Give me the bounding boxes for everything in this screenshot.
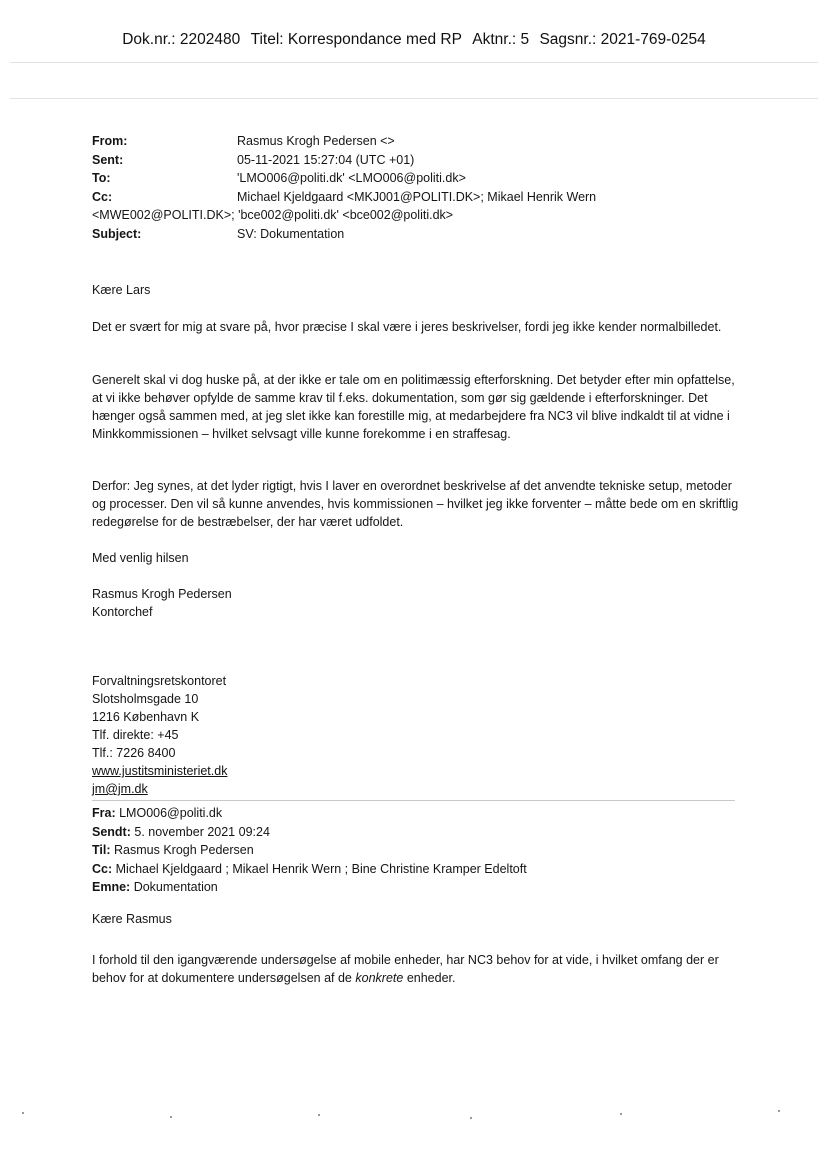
signature-phone-direct: Tlf. direkte: +45	[92, 728, 179, 742]
forwarded-from-row	[92, 804, 742, 823]
signature-office: Forvaltningsretskontoret	[92, 674, 227, 688]
cc-row-continued	[92, 206, 772, 225]
original-paragraph-1-start: I forhold til den igangværende undersøgelse af mobile enheder, har NC3 behov for at vide, i hvilket omfang der er behov for at dokumentere undersøgelsen af de	[92, 953, 719, 985]
scan-artifact-line	[10, 98, 818, 99]
to-label: To:	[92, 171, 111, 185]
signature-city: 1216 København K	[92, 710, 200, 724]
case-number: Sagsnr.: 2021-769-0254	[539, 31, 706, 48]
forwarded-sent-value: 5. november 2021 09:24	[134, 824, 270, 839]
cc-value-line1: Michael Kjeldgaard <MKJ001@POLITI.DK>; Mikael Henrik Wern	[237, 189, 597, 204]
reply-paragraph-1: Det er svært for mig at svare på, hvor præcise I skal være i jeres beskrivelser, fordi jeg ikke kender normalbilledet.	[92, 320, 722, 334]
act-number: Aktnr.: 5	[472, 31, 530, 48]
forwarded-cc-value: Michael Kjeldgaard ; Mikael Henrik Wern ; Bine Christine Kramper Edeltoft	[115, 861, 527, 876]
document-title: Titel: Korrespondance med RP	[250, 31, 462, 48]
signature-email-link[interactable]: jm@jm.dk	[92, 782, 148, 796]
email-header	[92, 132, 772, 243]
scan-artifact-line	[10, 62, 818, 63]
forward-divider	[92, 800, 735, 801]
document-number: Dok.nr.: 2202480	[122, 31, 241, 48]
sent-value: 05-11-2021 15:27:04 (UTC +01)	[237, 152, 415, 167]
forwarded-to-label: Til:	[92, 843, 111, 857]
forwarded-cc-row	[92, 860, 742, 879]
sent-label: Sent:	[92, 152, 124, 167]
forwarded-from-value: LMO006@politi.dk	[119, 806, 223, 820]
forwarded-sent-label: Sendt:	[92, 824, 131, 839]
sent-row	[92, 151, 772, 170]
scan-speck	[778, 1110, 780, 1112]
scan-speck	[470, 1117, 472, 1119]
cc-label: Cc:	[92, 189, 113, 204]
forwarded-subject-value: Dokumentation	[133, 880, 218, 894]
signature-phone: Tlf.: 7226 8400	[92, 746, 176, 760]
forwarded-to-value: Rasmus Krogh Pedersen	[114, 843, 254, 857]
to-value: 'LMO006@politi.dk' <LMO006@politi.dk>	[237, 171, 466, 185]
scan-speck	[318, 1114, 320, 1116]
original-paragraph-1-emphasis: konkrete	[355, 971, 404, 985]
signature-title: Kontorchef	[92, 605, 153, 619]
scan-speck	[22, 1112, 24, 1114]
scan-speck	[170, 1116, 172, 1118]
reply-paragraph-2: Generelt skal vi dog huske på, at der ikke er tale om en politimæssig efterforskning. Det betyder efter min opfattelse, at vi ikke behøver opfylde de samme krav til f.eks. dokumentation, som gør sig gældende i efterforskninger. Det hænger også sammen med, at jeg slet ikke kan forestille mig, at medarbejdere fra NC3 vil blive indkaldt til at vidne i Minkkommissionen – hvilket selvsagt ville kunne forekomme i en straffesag.	[92, 373, 735, 441]
subject-row	[92, 225, 772, 244]
reply-closing: Med venlig hilsen	[92, 551, 189, 565]
signature-address-block	[92, 672, 227, 798]
signature-street: Slotsholmsgade 10	[92, 692, 199, 706]
signature-name-block	[92, 585, 232, 621]
forwarded-from-label: Fra:	[92, 806, 116, 820]
from-label: From:	[92, 134, 128, 148]
reply-greeting: Kære Lars	[92, 283, 151, 297]
cc-row	[92, 188, 772, 207]
signature-website-link[interactable]: www.justitsministeriet.dk	[92, 764, 228, 778]
subject-value: SV: Dokumentation	[237, 226, 345, 241]
forwarded-subject-label: Emne:	[92, 880, 131, 894]
original-paragraph-1-end: enheder.	[406, 971, 456, 985]
original-paragraph-1	[92, 951, 742, 987]
cc-value-line2: <MWE002@POLITI.DK>; 'bce002@politi.dk' <bce002@politi.dk>	[92, 208, 454, 222]
original-greeting: Kære Rasmus	[92, 912, 172, 926]
reply-paragraph-3: Derfor: Jeg synes, at det lyder rigtigt, hvis I laver en overordnet beskrivelse af det anvendte tekniske setup, metoder og processer. Den vil så kunne anvendes, hvis kommissionen – hvilket jeg ikke forventer – måtte bede om en skriftlig redegørelse for de bestræbelser, der har været udfoldet.	[92, 479, 739, 529]
forwarded-sent-row	[92, 823, 742, 842]
from-row	[92, 132, 772, 151]
document-header	[0, 31, 828, 49]
to-row	[92, 169, 772, 188]
forwarded-subject-row	[92, 878, 742, 897]
forwarded-to-row	[92, 841, 742, 860]
signature-name: Rasmus Krogh Pedersen	[92, 587, 232, 601]
forwarded-cc-label: Cc:	[92, 861, 113, 876]
subject-label: Subject:	[92, 226, 142, 241]
from-value: Rasmus Krogh Pedersen <>	[237, 134, 395, 148]
scan-speck	[620, 1113, 622, 1115]
forwarded-header	[92, 804, 742, 897]
